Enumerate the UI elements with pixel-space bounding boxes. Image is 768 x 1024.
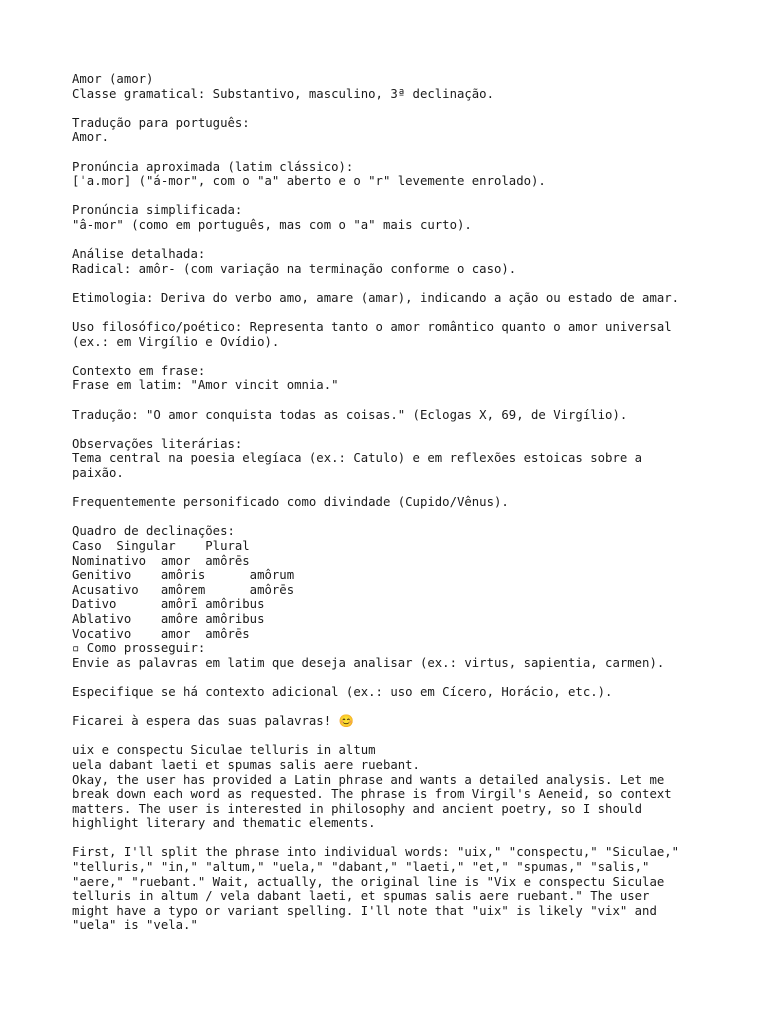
text-line: Radical: amôr- (com variação na terminação conforme o caso). (72, 261, 517, 276)
text-line: Dativo amôrī amôribus (72, 597, 265, 612)
text-line: Etimologia: Deriva do verbo amo, amare (amar), indicando a ação ou estado de amar. (72, 290, 680, 305)
text-line: "aere," "ruebant." Wait, actually, the original line is "Vix e conspectu Siculae (72, 874, 665, 889)
text-line (72, 349, 712, 364)
text-line: Nominativo amor amôrēs (72, 553, 250, 568)
text-line (72, 189, 712, 204)
text-line: might have a typo or variant spelling. I'll note that "uix" is likely "vix" and (72, 903, 657, 918)
text-line: Contexto em frase: (72, 363, 206, 378)
text-line: Okay, the user has provided a Latin phrase and wants a detailed analysis. Let me (72, 772, 665, 787)
text-line: Análise detalhada: (72, 247, 206, 262)
text-line: Genitivo amôris amôrum (72, 568, 295, 583)
text-line: Pronúncia simplificada: (72, 203, 243, 218)
text-line: break down each word as requested. The phrase is from Virgil's Aeneid, so context (72, 787, 672, 802)
text-line: Envie as palavras em latim que deseja analisar (ex.: virtus, sapientia, carmen). (72, 655, 665, 670)
text-line (72, 422, 712, 437)
text-line: matters. The user is interested in philosophy and ancient poetry, so I should (72, 801, 643, 816)
text-line: Frequentemente personificado como divindade (Cupido/Vênus). (72, 495, 509, 510)
text-line (72, 831, 712, 846)
text-line (72, 276, 712, 291)
text-line: Caso Singular Plural (72, 539, 250, 553)
text-line: highlight literary and thematic elements. (72, 816, 376, 831)
text-line (72, 393, 712, 408)
text-line: Tradução para português: (72, 115, 250, 130)
text-line (72, 481, 712, 496)
text-line: Tradução: "O amor conquista todas as coisas." (Eclogas X, 69, de Virgílio). (72, 407, 628, 422)
text-line (72, 145, 712, 160)
document-text (72, 72, 712, 933)
text-line: Frase em latim: "Amor vincit omnia." (72, 378, 339, 393)
text-line (72, 700, 712, 715)
text-line (72, 233, 712, 248)
text-line: "telluris," "in," "altum," "uela," "dabant," "laeti," "et," "spumas," "salis," (72, 860, 650, 875)
text-line: telluris in altum / vela dabant laeti, et spumas salis aere ruebant." The user (72, 889, 650, 904)
text-line: Ficarei à espera das suas palavras! 😊 (72, 714, 354, 729)
text-line (72, 306, 712, 321)
text-line: paixão. (72, 466, 124, 481)
text-line: (ex.: em Virgílio e Ovídio). (72, 334, 280, 349)
text-line: Amor. (72, 130, 110, 145)
text-line: uix e conspectu Siculae telluris in altum (72, 743, 376, 758)
text-line: [ˈa.mor] ("á-mor", com o "a" aberto e o "r" levemente enrolado). (72, 174, 546, 189)
text-line (72, 510, 712, 525)
text-line: Uso filosófico/poético: Representa tanto o amor romântico quanto o amor universal (72, 320, 672, 335)
text-line: uela dabant laeti et spumas salis aere ruebant. (72, 757, 420, 772)
text-line: Classe gramatical: Substantivo, masculino, 3ª declinação. (72, 86, 494, 101)
text-line: First, I'll split the phrase into individual words: "uix," "conspectu," "Siculae," (72, 845, 680, 860)
text-line: ▫ Como prosseguir: (72, 641, 206, 656)
text-line: Pronúncia aproximada (latim clássico): (72, 159, 354, 174)
text-line: Acusativo amôrem amôrēs (72, 582, 295, 597)
text-line: Observações literárias: (72, 436, 243, 451)
text-line (72, 729, 712, 744)
text-line: Amor (amor) (72, 72, 154, 86)
text-line: Ablativo amôre amôribus (72, 611, 265, 626)
text-line: "â-mor" (como em português, mas com o "a" mais curto). (72, 217, 472, 232)
text-line (72, 670, 712, 685)
text-line: Tema central na poesia elegíaca (ex.: Catulo) e em reflexões estoicas sobre a (72, 451, 643, 466)
text-line: Especifique se há contexto adicional (ex.: uso em Cícero, Horácio, etc.). (72, 684, 613, 699)
text-line: Vocativo amor amôrēs (72, 626, 250, 641)
text-line: "uela" is "vela." (72, 918, 198, 933)
text-line (72, 101, 712, 116)
text-line: Quadro de declinações: (72, 524, 235, 539)
